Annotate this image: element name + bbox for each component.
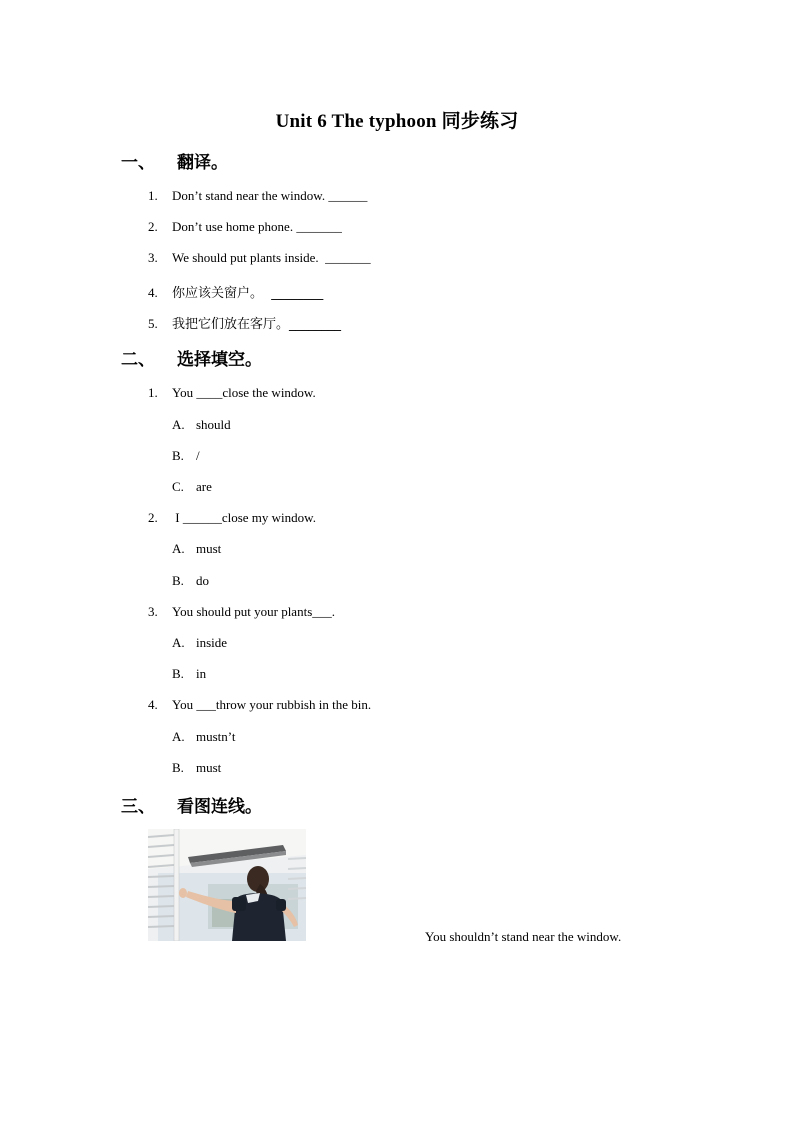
section-title: 选择填空。: [177, 350, 262, 370]
list-item: 4. 你应该关窗户。 ________: [148, 285, 324, 301]
page-title: Unit 6 The typhoon 同步练习: [275, 111, 519, 132]
option-item: B. do: [172, 573, 209, 588]
window-photo: [148, 829, 306, 941]
option-item: A. mustn’t: [172, 729, 236, 744]
section-heading-translate: [121, 148, 228, 173]
section-title: 看图连线。: [177, 797, 262, 817]
option-item: B. /: [172, 448, 200, 463]
question-item: 2. I ______close my window.: [148, 510, 316, 525]
option-item: A. inside: [172, 635, 228, 650]
question-item: 3. You should put your plants___.: [148, 604, 336, 619]
option-item: B. must: [172, 760, 222, 775]
question-item: 4. You ___throw your rubbish in the bin.: [148, 697, 372, 712]
section-heading-match: [121, 792, 262, 817]
section-number: 二、: [121, 350, 155, 370]
list-item: 1. Don’t stand near the window. ______: [148, 188, 368, 203]
list-item: 5. 我把它们放在客厅。________: [148, 316, 342, 332]
list-item: 2. Don’t use home phone. _______: [148, 219, 342, 234]
match-caption: You shouldn’t stand near the window.: [425, 929, 622, 944]
option-item: B. in: [172, 666, 207, 681]
section-heading-choice: [121, 345, 262, 370]
section-number: 三、: [121, 797, 155, 817]
option-item: A. should: [172, 417, 231, 432]
option-item: A. must: [172, 541, 222, 556]
section-title: 翻译。: [177, 153, 228, 173]
question-item: 1. You ____close the window.: [148, 385, 316, 400]
list-item: 3. We should put plants inside. _______: [148, 250, 371, 265]
option-item: C. are: [172, 479, 212, 494]
section-number: 一、: [121, 153, 155, 173]
woman-opening-window-image: [148, 829, 306, 941]
